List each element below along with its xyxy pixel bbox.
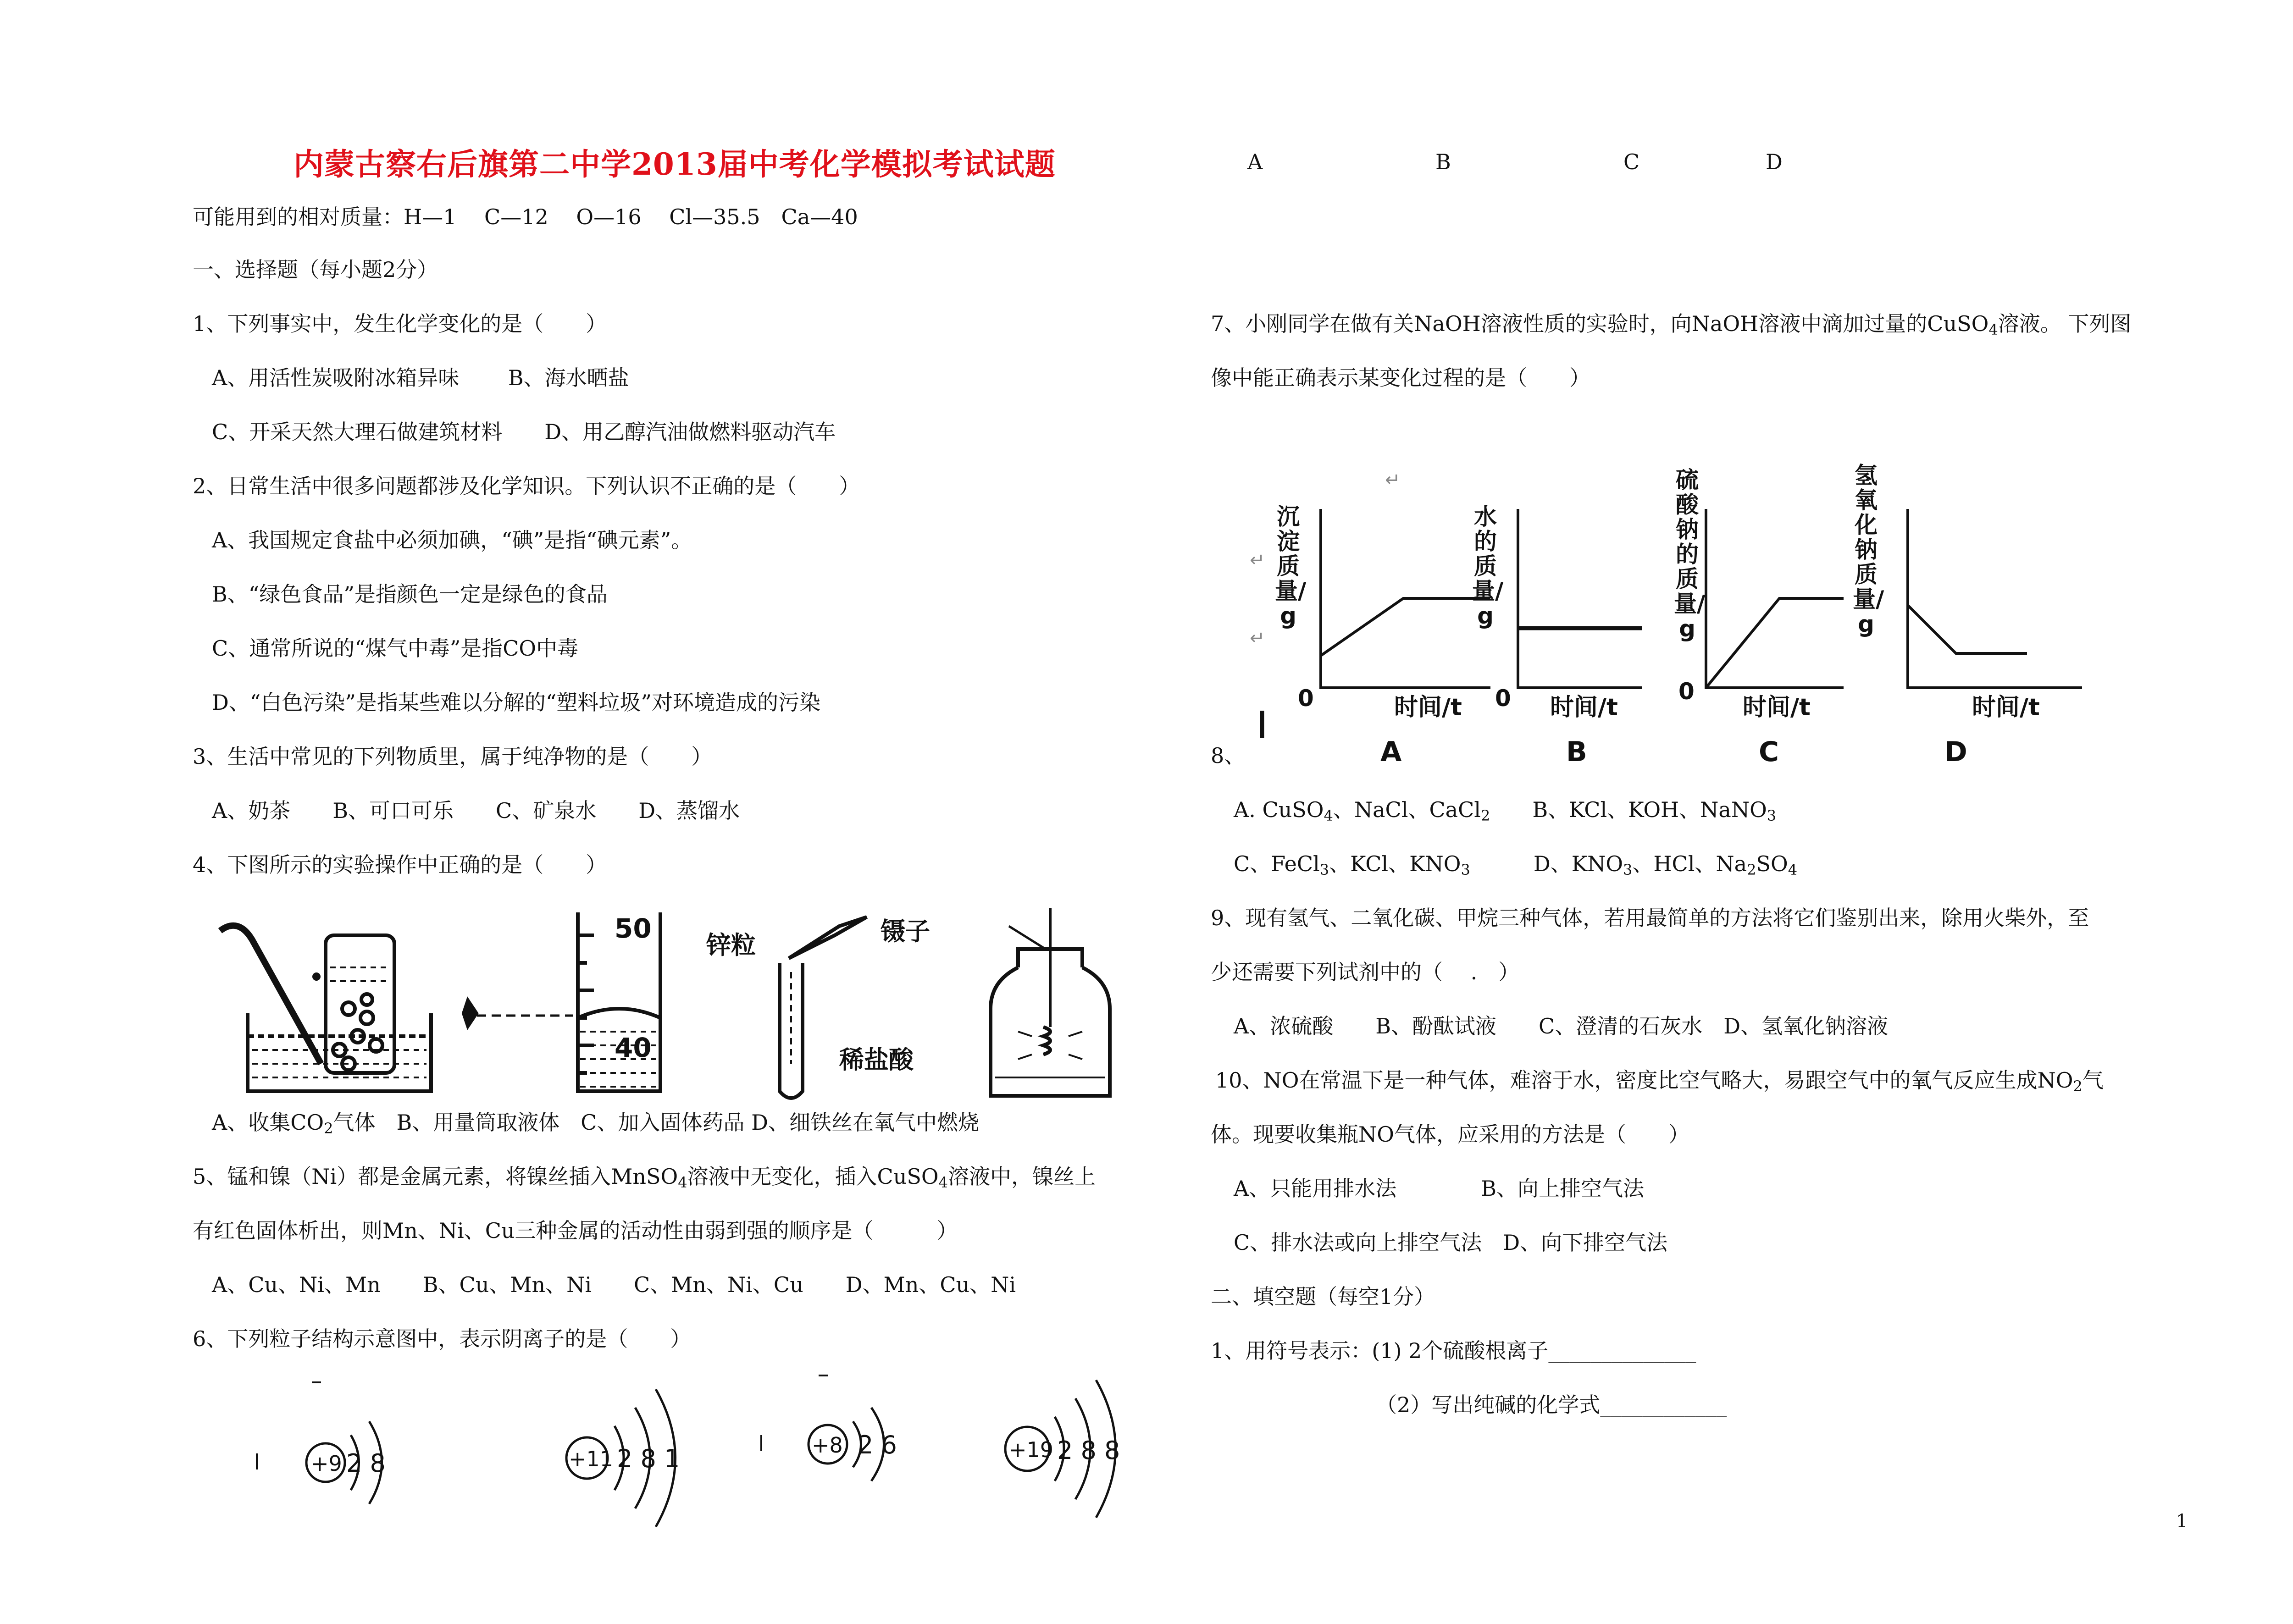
acid-label: 稀盐酸 bbox=[839, 1045, 914, 1074]
gas-collection-figure bbox=[220, 926, 431, 1091]
top-label-d: D bbox=[1766, 149, 1783, 174]
eye-icon bbox=[463, 1000, 477, 1027]
tweezers-label: 镊子 bbox=[881, 917, 930, 946]
return-mark-3: ↵ bbox=[1250, 628, 1265, 649]
top-label-b: B bbox=[1435, 149, 1451, 174]
q9-options: A、浓硫酸 B、酚酞试液 C、澄清的石灰水 D、氢氧化钠溶液 bbox=[1234, 1014, 1889, 1038]
return-mark-1: ↵ bbox=[1385, 470, 1401, 491]
atom-1-shells: 2 8 bbox=[346, 1449, 386, 1478]
atom-1-nucleus: +9 bbox=[311, 1451, 342, 1476]
q3-options: A、奶茶 B、可口可乐 C、矿泉水 D、蒸馏水 bbox=[212, 798, 740, 823]
q2-stem: 2、日常生活中很多问题都涉及化学知识。下列认识不正确的是（ ） bbox=[193, 474, 860, 498]
graph-c-letter: C bbox=[1759, 736, 1779, 768]
graph-c-xlabel: 时间/t bbox=[1743, 694, 1811, 721]
graph-d-ylabel: 氢氧化钠质量/g bbox=[1853, 462, 1884, 637]
relative-mass: 可能用到的相对质量：H—1 C—12 O—16 Cl—35.5 Ca—40 bbox=[193, 204, 858, 229]
q10-options-ab: A、只能用排水法 B、向上排空气法 bbox=[1234, 1176, 1645, 1201]
graph-b-letter: B bbox=[1566, 736, 1587, 768]
atom-3-nucleus: +8 bbox=[812, 1433, 843, 1458]
q4-options: A、收集$CO_2$气体 B、用量筒取液体 C、加入固体药品 D、细铁丝在氧气中燃烧 bbox=[212, 1110, 980, 1137]
atom-diagram-3 bbox=[761, 1375, 884, 1481]
q2-option-b: B、“绿色食品”是指颜色一定是绿色的食品 bbox=[212, 582, 608, 607]
graph-d-letter: D bbox=[1944, 736, 1967, 768]
graph-d-xlabel: 时间/t bbox=[1972, 694, 2040, 721]
fill1-line2: （2）写出纯碱的化学式____________ bbox=[1376, 1392, 1727, 1417]
q2-option-a: A、我国规定食盐中必须加碘，“碘”是指“碘元素”。 bbox=[212, 528, 692, 552]
q10-options-cd: C、排水法或向上排空气法 D、向下排空气法 bbox=[1234, 1230, 1668, 1255]
atom-diagram-1 bbox=[257, 1382, 382, 1504]
q8-options-cd: C、FeCl$_3$、KCl、$KNO_3$ D、$KNO_3$、HCl、$Na_2SO_4$ bbox=[1234, 851, 1798, 878]
zinc-label: 锌粒 bbox=[706, 931, 756, 960]
graph-b-origin: 0 bbox=[1495, 685, 1511, 712]
q3-stem: 3、生活中常见的下列物质里，属于纯净物的是（ ） bbox=[193, 744, 713, 769]
top-label-a: A bbox=[1247, 149, 1263, 174]
q4-experiment-figures bbox=[211, 899, 1174, 1114]
q5-line1: 5、锰和镍（Ni）都是金属元素，将镍丝插入MnSO$_4$溶液中无变化，插入CuSO$_4$溶液中，镍丝上 bbox=[193, 1164, 1096, 1191]
atom-2-shells: 2 8 1 bbox=[617, 1444, 680, 1473]
q8-number: 8、 bbox=[1211, 743, 1246, 768]
graph-b-axes bbox=[1518, 509, 1642, 688]
q5-options: A、Cu、Ni、Mn B、Cu、Mn、Ni C、Mn、Ni、Cu D、Mn、Cu、Ni bbox=[212, 1272, 1016, 1297]
exam-title: 内蒙古察右后旗第二中学2013届中考化学模拟考试试题 bbox=[294, 146, 1056, 182]
q9-line2: 少还需要下列试剂中的（ . ） bbox=[1211, 960, 1520, 984]
q9-line1: 9、现有氢气、二氧化碳、甲烷三种气体，若用最简单的方法将它们鉴别出来，除用火柴外，至 bbox=[1211, 906, 2089, 930]
section-2-heading: 二、填空题（每空1分） bbox=[1211, 1284, 1435, 1309]
q6-stem: 6、下列粒子结构示意图中，表示阴离子的是（ ） bbox=[193, 1326, 692, 1351]
atom-structure-diagrams bbox=[229, 1371, 1124, 1545]
q1-stem: 1、下列事实中，发生化学变化的是（ ） bbox=[193, 311, 607, 336]
graph-c-origin: 0 bbox=[1678, 678, 1695, 705]
q4-stem: 4、下图所示的实验操作中正确的是（ ） bbox=[193, 852, 607, 877]
return-mark-2: ↵ bbox=[1250, 550, 1265, 571]
graph-a-line bbox=[1321, 598, 1490, 656]
graph-b-xlabel: 时间/t bbox=[1550, 694, 1618, 721]
graph-d-line bbox=[1908, 605, 2027, 653]
graph-c-ylabel: 硫酸钠的质量/g bbox=[1674, 467, 1706, 642]
atom-3-shells: 2 6 bbox=[858, 1431, 897, 1459]
q5-line2: 有红色固体析出，则Mn、Ni、Cu三种金属的活动性由弱到强的顺序是（ ） bbox=[193, 1218, 958, 1243]
graph-d-axes bbox=[1908, 509, 2082, 688]
atom-4-nucleus: +19 bbox=[1009, 1437, 1054, 1462]
top-label-c: C bbox=[1623, 149, 1640, 174]
cylinder-label-50: 50 bbox=[615, 913, 652, 944]
graph-a-xlabel: 时间/t bbox=[1394, 694, 1462, 721]
graph-a-letter: A bbox=[1380, 736, 1402, 768]
graph-c-line bbox=[1706, 598, 1844, 688]
cylinder-label-40: 40 bbox=[615, 1032, 652, 1063]
oxygen-jar-figure bbox=[991, 908, 1110, 1096]
q10-line2: 体。现要收集瓶NO气体，应采用的方法是（ ） bbox=[1211, 1122, 1689, 1147]
graph-a-origin: 0 bbox=[1298, 685, 1314, 712]
page-number: 1 bbox=[2176, 1511, 2188, 1532]
atom-4-shells: 2 8 8 bbox=[1057, 1436, 1120, 1465]
q7-line2: 像中能正确表示某变化过程的是（ ） bbox=[1211, 365, 1590, 390]
q10-line1: 10、NO在常温下是一种气体，难溶于水，密度比空气略大，易跟空气中的氧气反应生成$NO_2$气 bbox=[1215, 1068, 2104, 1095]
atom-2-nucleus: +11 bbox=[569, 1447, 614, 1471]
graph-b-ylabel: 水的质量/g bbox=[1472, 503, 1504, 629]
q7-line1: 7、小刚同学在做有关NaOH溶液性质的实验时，向NaOH溶液中滴加过量的CuSO$_4$溶液。 下列图 bbox=[1211, 311, 2132, 338]
q2-option-c: C、通常所说的“煤气中毒”是指CO中毒 bbox=[212, 636, 579, 661]
q8-options-ab: A. CuSO$_4$、NaCl、CaCl$_2$ B、KCl、KOH、NaNO$_3$ bbox=[1234, 797, 1777, 824]
section-1-heading: 一、选择题（每小题2分） bbox=[193, 257, 438, 282]
q2-option-d: D、“白色污染”是指某些难以分解的“塑料垃圾”对环境造成的污染 bbox=[212, 690, 820, 715]
fill1-line1: 1、用符号表示：(1) 2个硫酸根离子______________ bbox=[1211, 1338, 1696, 1363]
q1-options-cd: C、开采天然大理石做建筑材料 D、用乙醇汽油做燃料驱动汽车 bbox=[212, 420, 836, 444]
graph-a-ylabel: 沉淀质量/g bbox=[1275, 503, 1307, 629]
q1-options-ab: A、用活性炭吸附冰箱异味 B、海水晒盐 bbox=[212, 365, 629, 390]
